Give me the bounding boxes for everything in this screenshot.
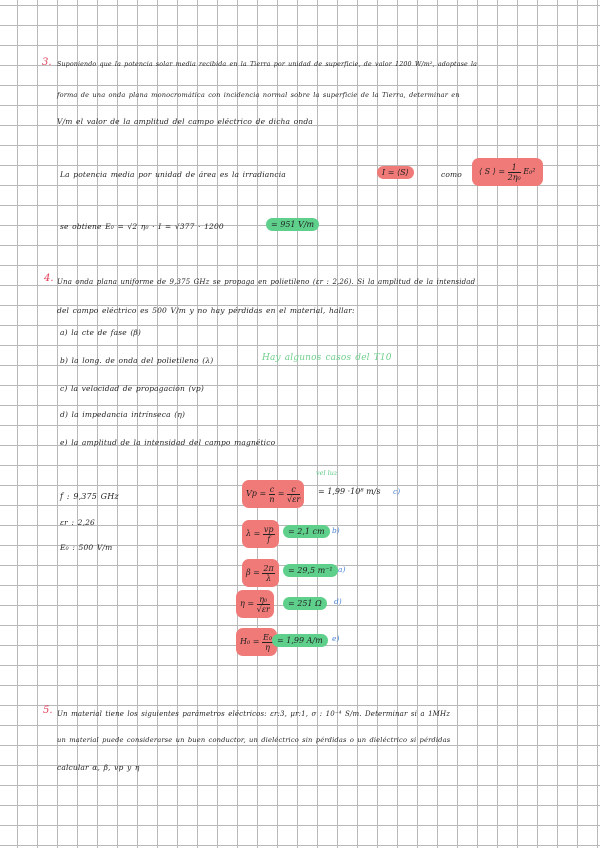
problem-3-line-2: forma de una onda plana monocromática con incidencia normal sobre la superficie de la Tierra, determinar en bbox=[57, 91, 460, 99]
h0-label: e) bbox=[332, 634, 340, 643]
h0-value: = 1,99 A/m bbox=[272, 634, 328, 647]
problem-4-item-e: e) la amplitud de la intensidad del campo magnético bbox=[60, 438, 276, 447]
beta-num: 2π bbox=[263, 563, 274, 573]
vp-den-2: √εr bbox=[286, 494, 301, 504]
vp-den-1: n bbox=[269, 494, 275, 504]
vp-num-2: c bbox=[287, 485, 300, 495]
lambda-num: vp bbox=[263, 524, 274, 534]
beta-frac bbox=[262, 564, 274, 583]
problem-4-line-2: del campo eléctrico es 500 V/m y no hay pérdidas en el material, hallar: bbox=[57, 306, 355, 315]
problem-4-line-1: Una onda plana uniforme de 9,375 GHz se propaga en polietileno (εr : 2,26). Si la amplitud de la intensidad bbox=[57, 278, 476, 286]
obtiene-text: se obtiene E₀ = √2 η₀ · I = √377 · 1200 bbox=[60, 222, 224, 231]
poynting-num: 1 bbox=[508, 163, 521, 173]
problem-5-line-3: calcular α, β, vp y η bbox=[57, 763, 140, 772]
vp-formula-box: Vp = $\frac{c}{n}$ = $\frac{c}{√\varepsilon r}$ bbox=[242, 480, 304, 508]
poynting-tail: E₀² bbox=[523, 167, 536, 176]
vp-lhs: Vp bbox=[246, 489, 257, 498]
lambda-den: f bbox=[267, 534, 271, 544]
problem-3-result: = 951 V/m bbox=[266, 218, 319, 231]
beta-formula-box: β = $\frac{2\pi}{\lambda}$ bbox=[242, 559, 279, 587]
problem-5-line-1: Un material tiene los siguientes parámetros eléctricos: εr:3, μr:1, σ : 10⁻⁴ S/m. Determinar si a 1MHz bbox=[57, 710, 451, 718]
beta-label: a) bbox=[338, 565, 346, 574]
eta-den: √εr bbox=[256, 604, 270, 614]
h0-num: E₀ bbox=[262, 632, 273, 642]
problem-3-line-1: Suponiendo que la potencia solar media recibida en la Tierra por unidad de superficie, de valor 1200 W/m², adoptase la bbox=[57, 61, 478, 68]
problem-4-item-d: d) la impedancia intrínseca (η) bbox=[60, 410, 186, 419]
problem-5-number: 5. bbox=[43, 705, 53, 716]
h0-lhs: H₀ bbox=[240, 637, 251, 646]
lambda-lhs: λ bbox=[246, 529, 252, 538]
problem-4-item-a: a) la cte de fase (β) bbox=[60, 328, 141, 337]
vp-frac-2 bbox=[287, 485, 300, 504]
eta-lhs: η bbox=[240, 599, 245, 608]
vel-luz-note: vel luz bbox=[316, 469, 338, 477]
beta-value-text: 29,5 m⁻¹ bbox=[297, 566, 333, 575]
beta-value: = 29,5 m⁻¹ bbox=[283, 564, 338, 577]
problem-4-number: 4. bbox=[44, 273, 54, 284]
h0-den: η bbox=[265, 642, 270, 652]
vp-value-text: 1,99 ·10⁸ m/s bbox=[327, 487, 381, 496]
problem-4-item-b: b) la long. de onda del polietileno (λ) bbox=[60, 356, 214, 365]
eta-formula-box: η = $\frac{\text{η₀}}{√\varepsilon r}$ bbox=[236, 590, 274, 618]
vp-label: c) bbox=[393, 487, 401, 496]
eta-num: η₀ bbox=[257, 595, 270, 605]
beta-lhs: β bbox=[246, 568, 251, 577]
vp-frac-1 bbox=[269, 485, 275, 504]
problem-3-line-3: V/m el valor de la amplitud del campo eléctrico de dicha onda bbox=[57, 117, 313, 126]
given-frequency: f : 9,375 GHz bbox=[60, 492, 119, 501]
problem-4-item-c: c) la velocidad de propagación (vp) bbox=[60, 384, 204, 393]
vp-value: = 1,99 ·10⁸ m/s bbox=[318, 487, 381, 496]
lambda-label: b) bbox=[332, 526, 340, 535]
como-text: como bbox=[441, 170, 462, 179]
eta-label: d) bbox=[334, 597, 342, 606]
lambda-value-text: 2,1 cm bbox=[297, 527, 325, 536]
problem-3-line-4: La potencia media por unidad de área es la irradiancia bbox=[60, 170, 286, 179]
lambda-formula-box: λ = $\frac{vp}{f}$ bbox=[242, 520, 279, 548]
green-note: Hay algunos casos del T10 bbox=[262, 353, 392, 363]
irradiance-box: I = ⟨S⟩ bbox=[377, 166, 414, 179]
eta-value: = 251 Ω bbox=[283, 597, 327, 610]
problem-3-number: 3. bbox=[42, 57, 52, 68]
h0-formula-box: H₀ = $\frac{\text{E₀}}{\eta}$ bbox=[236, 628, 277, 656]
vp-num-1: c bbox=[269, 484, 275, 494]
poynting-lhs: ⟨ S ⟩ = bbox=[479, 167, 506, 176]
eta-value-text: 251 Ω bbox=[297, 599, 322, 608]
poynting-formula-box bbox=[472, 158, 543, 186]
lambda-frac bbox=[263, 525, 275, 544]
problem-5-line-2: un material puede considerarse un buen conductor, un dieléctrico sin pérdidas o un dieléctrico si pérdidas bbox=[57, 736, 451, 744]
beta-den: λ bbox=[266, 573, 272, 583]
poynting-den: 2η₀ bbox=[507, 172, 521, 182]
lambda-value: = 2,1 cm bbox=[283, 525, 330, 538]
given-e0: E₀ : 500 V/m bbox=[60, 543, 113, 552]
given-permittivity: εr : 2,26 bbox=[60, 518, 95, 527]
h0-value-text: 1,99 A/m bbox=[286, 636, 323, 645]
eta-frac bbox=[257, 595, 270, 614]
poynting-fraction bbox=[508, 163, 521, 182]
